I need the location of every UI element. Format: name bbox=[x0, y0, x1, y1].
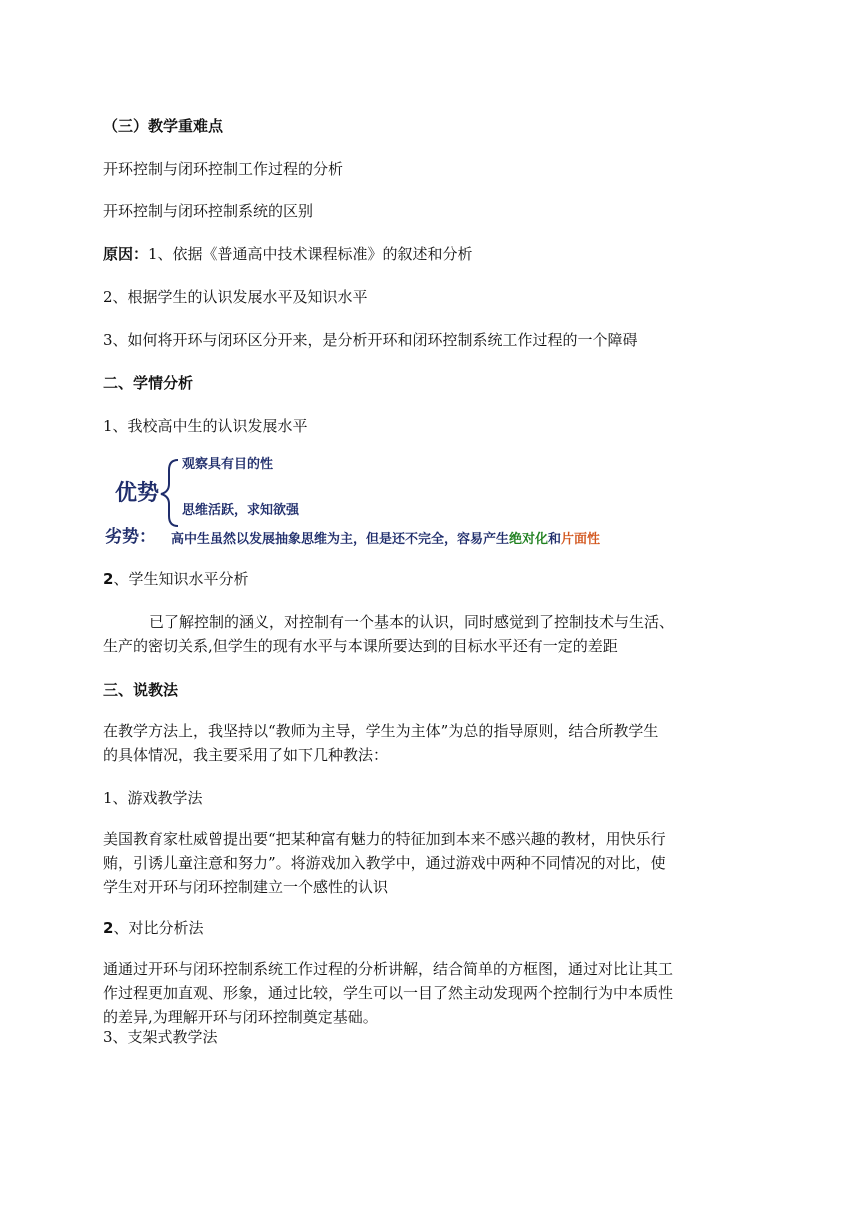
contrast-line-1: 通通过开环与闭环控制系统工作过程的分析讲解，结合简单的方框图，通过对比让其工 bbox=[103, 960, 674, 978]
weakness-label: 劣势： bbox=[105, 527, 156, 547]
reason-label: 原因： bbox=[103, 245, 149, 263]
reason-line-1 bbox=[103, 244, 763, 264]
strength-item-1: 观察具有目的性 bbox=[182, 457, 274, 472]
weakness-and: 和 bbox=[548, 532, 562, 547]
game-line-2: 贿，引诱儿童注意和努力”。将游戏加入教学中，通过游戏中两种不同情况的对比，使 bbox=[103, 854, 666, 872]
weakness-text bbox=[171, 531, 600, 547]
heading-teaching-difficulty: （三）教学重难点 bbox=[103, 117, 224, 135]
method-2-number: 2 bbox=[103, 919, 114, 937]
figure-svg bbox=[103, 452, 663, 552]
heading-teaching-method: 三、说教法 bbox=[103, 681, 179, 699]
student-analysis-item-2 bbox=[103, 569, 763, 589]
method-item-2 bbox=[103, 918, 763, 938]
item-2-text: 、学生知识水平分析 bbox=[113, 570, 249, 588]
item-2-number: 2 bbox=[103, 570, 114, 588]
contrast-paragraph bbox=[103, 957, 763, 1029]
strength-item-2: 思维活跃，求知欲强 bbox=[182, 503, 300, 518]
knowledge-line-2: 生产的密切关系,但学生的现有水平与本课所要达到的目标水平还有一定的差距 bbox=[103, 637, 618, 655]
game-line-1: 美国教育家杜威曾提出要“把某种富有魅力的特征加到本来不感兴趣的教材，用快乐行 bbox=[103, 830, 666, 848]
contrast-line-2: 作过程更加直观、形象，通过比较，学生可以一目了然主动发现两个控制行为中本质性 bbox=[103, 984, 674, 1002]
knowledge-line-1: 已了解控制的涵义，对控制有一个基本的认识，同时感觉到了控制技术与生活、 bbox=[149, 613, 675, 631]
strengths-weaknesses-figure bbox=[103, 452, 663, 552]
difficulty-item-1: 开环控制与闭环控制工作过程的分析 bbox=[103, 160, 344, 178]
weakness-term-one-sided: 片面性 bbox=[561, 532, 601, 547]
method-2-text: 、对比分析法 bbox=[113, 919, 204, 937]
method-line-2: 的具体情况，我主要采用了如下几种教法： bbox=[103, 746, 389, 764]
heading-student-analysis: 二、学情分析 bbox=[103, 374, 194, 392]
game-line-3: 学生对开环与闭环控制建立一个感性的认识 bbox=[103, 878, 389, 896]
method-item-1: 1、游戏教学法 bbox=[103, 789, 203, 807]
student-analysis-item-1: 1、我校高中生的认识发展水平 bbox=[103, 417, 308, 435]
reason-text-1: 1、依据《普通高中技术课程标准》的叙述和分析 bbox=[148, 245, 473, 263]
reason-line-3: 3、如何将开环与闭环区分开来，是分析开环和闭环控制系统工作过程的一个障碍 bbox=[103, 331, 638, 349]
reason-line-2: 2、根据学生的认识发展水平及知识水平 bbox=[103, 288, 368, 306]
method-item-3: 3、支架式教学法 bbox=[103, 1028, 218, 1046]
brace-icon bbox=[161, 460, 178, 526]
contrast-line-3: 的差异,为理解开环与闭环控制奠定基础。 bbox=[103, 1008, 378, 1026]
difficulty-item-2: 开环控制与闭环控制系统的区别 bbox=[103, 202, 314, 220]
knowledge-paragraph bbox=[103, 610, 763, 658]
weakness-term-absolute: 绝对化 bbox=[509, 532, 549, 547]
method-line-1: 在教学方法上，我坚持以“教师为主导，学生为主体”为总的指导原则，结合所教学生 bbox=[103, 722, 659, 740]
method-paragraph bbox=[103, 719, 763, 767]
weakness-main: 高中生虽然以发展抽象思维为主，但是还不完全，容易产生 bbox=[171, 532, 510, 547]
strength-label: 优势 bbox=[115, 481, 160, 506]
game-paragraph bbox=[103, 827, 763, 899]
